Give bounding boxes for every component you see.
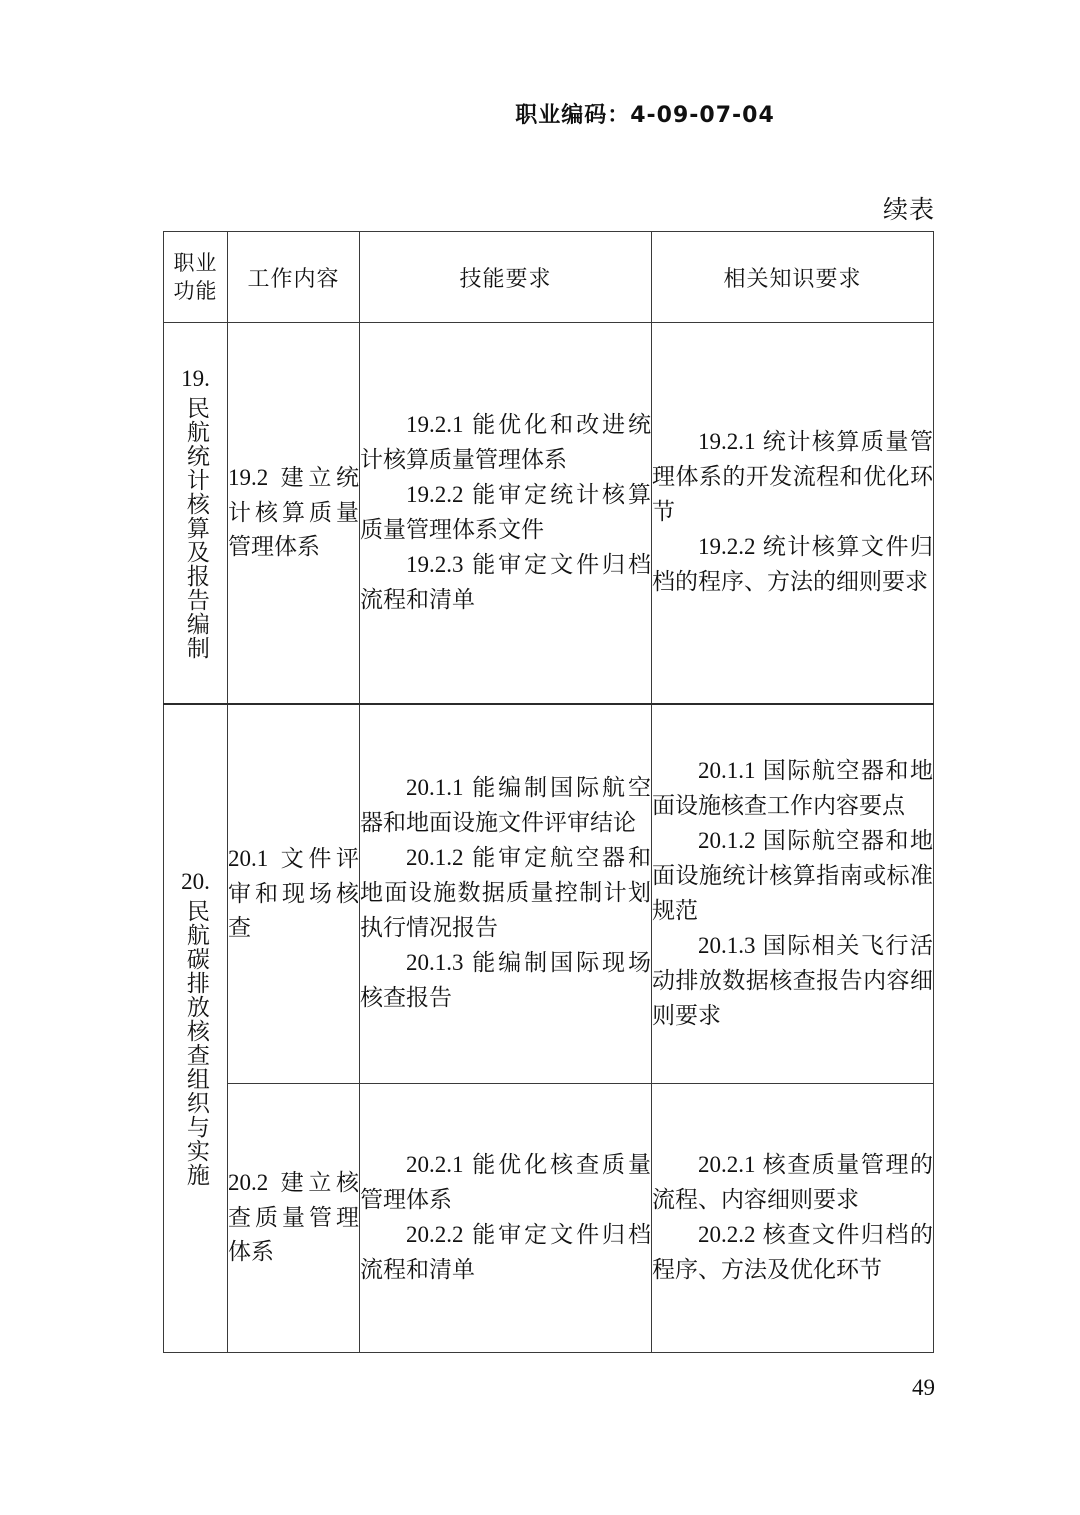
skill-cell-20-1: [360, 704, 652, 1084]
skill-item: 20.1.1 能编制国际航空器和地面设施文件评审结论: [360, 775, 651, 836]
table-row: [164, 704, 934, 1084]
table-header-row: [164, 232, 934, 323]
occupation-code-text: 职业编码：4-09-07-04: [515, 103, 775, 128]
knowledge-item: 19.2.2 统计核算文件归档的程序、方法的细则要求: [652, 534, 933, 595]
knowledge-item: 19.2.1 统计核算质量管理体系的开发流程和优化环节: [652, 429, 933, 525]
work-number-20-1: 20.1: [228, 846, 269, 871]
skill-item: 20.2.2 能审定文件归档流程和清单: [360, 1222, 651, 1282]
function-cell-19: [164, 323, 228, 704]
work-content-cell-19-2: [228, 323, 360, 704]
column-header-knowledge: 相关知识要求: [652, 232, 934, 323]
occupational-standard-table: [163, 231, 934, 1353]
knowledge-cell-20-2: [652, 1084, 934, 1353]
work-content-cell-20-1: [228, 704, 360, 1084]
page-number: 49: [912, 1375, 935, 1400]
running-head: [0, 98, 1080, 129]
work-number-20-2: 20.2: [228, 1170, 269, 1196]
knowledge-cell-20-1: [652, 704, 934, 1084]
skill-item: 19.2.2 能审定统计核算质量管理体系文件: [360, 481, 651, 542]
function-number-19: 19.: [181, 365, 210, 391]
column-header-function-line1: 职业: [173, 250, 218, 275]
skill-item: 19.2.1 能优化和改进统计核算质量管理体系: [360, 411, 651, 472]
function-cell-20: [164, 704, 228, 1353]
column-header-function-line2: 功能: [173, 279, 218, 303]
skill-item: 20.2.1 能优化核查质量管理体系: [360, 1152, 651, 1213]
knowledge-item: 20.2.2 核查文件归档的程序、方法及优化环节: [652, 1222, 933, 1282]
table-row: [164, 1084, 934, 1353]
knowledge-item: 20.1.3 国际相关飞行活动排放数据核查报告内容细则要求: [652, 932, 933, 1028]
work-number-19-2: 19.2: [228, 465, 269, 490]
function-label-20: 民航碳排放核查组织与实施: [183, 899, 209, 1188]
work-text-19-2: 建立统计核算质量管理体系: [228, 465, 360, 559]
skill-item: 19.2.3 能审定文件归档流程和清单: [360, 551, 651, 612]
function-label-19: 民航统计核算及报告编制: [183, 395, 209, 660]
skill-item: 20.1.3 能编制国际现场核查报告: [360, 950, 651, 1011]
skill-cell-20-2: [360, 1084, 652, 1353]
column-header-skill: 技能要求: [360, 232, 652, 323]
skill-cell-19-2: [360, 323, 652, 704]
knowledge-cell-19-2: [652, 323, 934, 704]
column-header-function: [164, 232, 228, 323]
column-header-work-content: 工作内容: [228, 232, 360, 323]
work-content-cell-20-2: [228, 1084, 360, 1353]
work-text-20-2: 建立核查质量管理体系: [228, 1170, 360, 1265]
table-row: [164, 323, 934, 704]
knowledge-item: 20.2.1 核查质量管理的流程、内容细则要求: [652, 1152, 933, 1213]
function-number-20: 20.: [181, 869, 210, 895]
skill-item: 20.1.2 能审定航空器和地面设施数据质量控制计划执行情况报告: [360, 845, 651, 941]
table-continued-caption: 续表: [882, 197, 935, 224]
knowledge-item: 20.1.1 国际航空器和地面设施核查工作内容要点: [652, 757, 933, 818]
knowledge-item: 20.1.2 国际航空器和地面设施统计核算指南或标准规范: [652, 827, 933, 923]
work-text-20-1: 文件评审和现场核查: [228, 846, 360, 940]
